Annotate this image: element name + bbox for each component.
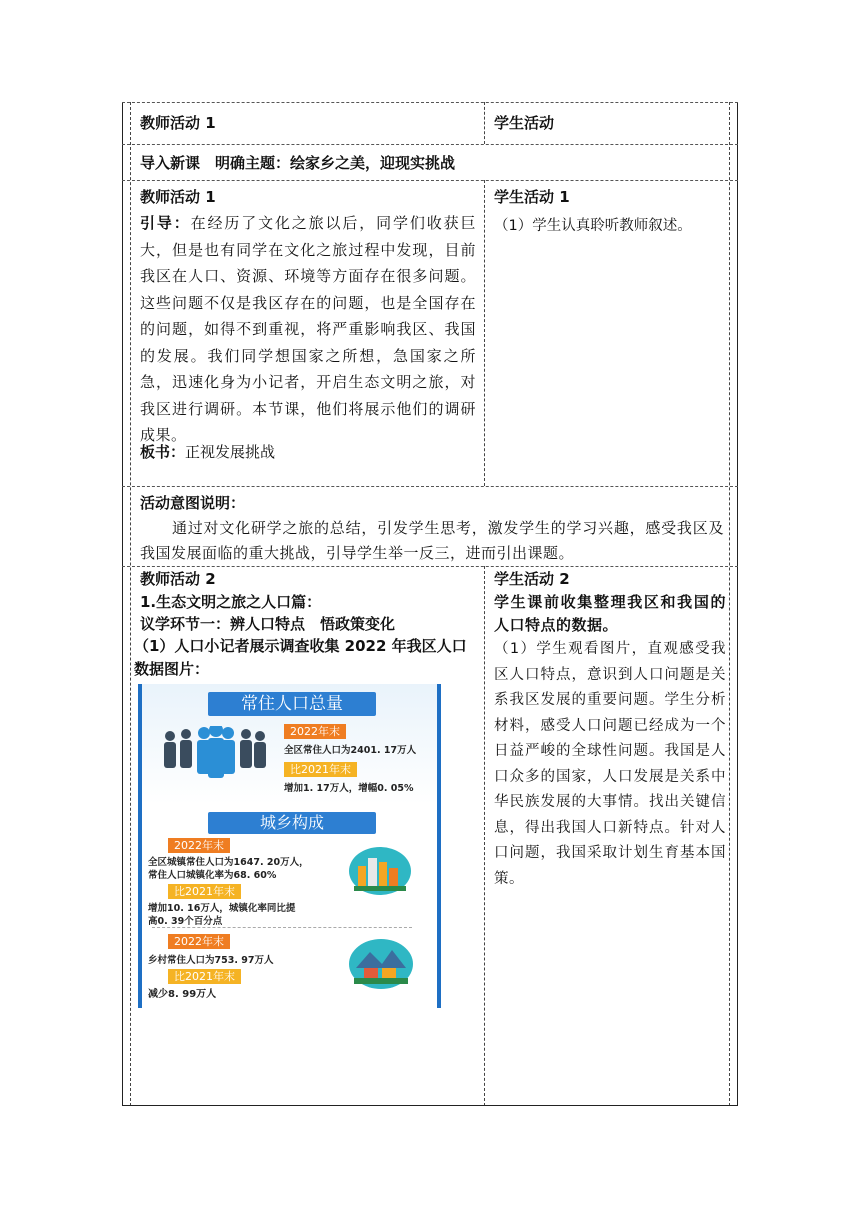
urban-line1: 全区城镇常住人口为1647. 20万人， bbox=[148, 857, 309, 868]
row-border-3 bbox=[122, 486, 738, 487]
cell-border-right bbox=[729, 102, 730, 1106]
intent-title: 活动意图说明： bbox=[140, 494, 246, 512]
rural-line: 乡村常住人口为753. 97万人 bbox=[148, 955, 274, 966]
section2-teacher-title: 教师活动 2 bbox=[140, 570, 216, 588]
table-border-right bbox=[737, 102, 738, 1106]
board-text: 正视发展挑战 bbox=[185, 443, 276, 461]
column-divider-header bbox=[484, 102, 485, 144]
section2-student-bold: 学生课前收集整理我区和我国的人口特点的数据。 bbox=[494, 593, 726, 634]
total-change-line: 增加1. 17万人，增幅0. 05% bbox=[284, 783, 414, 794]
header-student-activity: 学生活动 bbox=[494, 114, 555, 132]
section1-lead-paragraph bbox=[140, 210, 476, 449]
tag-vs2021-urban: 比2021年末 bbox=[168, 884, 241, 899]
section1-student-text: （1）学生认真聆听教师叙述。 bbox=[494, 218, 692, 234]
section2-line3: （1）人口小记者展示调查收集 2022 年我区人口数据图片： bbox=[134, 637, 467, 678]
village-icon bbox=[348, 938, 414, 990]
tag-2022-urban: 2022年末 bbox=[168, 838, 230, 853]
row-border-bottom bbox=[122, 1105, 738, 1106]
section1-student-title: 学生活动 1 bbox=[494, 188, 570, 206]
column-divider-section1 bbox=[484, 180, 485, 486]
section1-teacher-title: 教师活动 1 bbox=[140, 188, 216, 206]
row-border-1 bbox=[122, 144, 738, 145]
header-teacher-activity: 教师活动 1 bbox=[140, 114, 216, 132]
urban-change1: 增加10. 16万人，城镇化率同比提 bbox=[148, 903, 296, 914]
urban-change2: 高0. 39个百分点 bbox=[148, 916, 223, 927]
row-border-2 bbox=[122, 180, 738, 181]
row-border-4 bbox=[122, 566, 738, 567]
column-divider-section2 bbox=[484, 566, 485, 1106]
cell-border-left bbox=[130, 102, 131, 1106]
population-infographic bbox=[138, 684, 441, 1008]
tag-2022-rural: 2022年末 bbox=[168, 934, 230, 949]
lead-text: 在经历了文化之旅以后，同学们收获巨大，但是也有同学在文化之旅过程中发现，目前我区在人口、资源、环境等方面存在很多问题。这些问题不仅是我区存在的问题，也是全国存在的问题，如得不到重视，将严重影响我区、我国的发展。我们同学想国家之所想，急国家之所急，迅速化身为小记者，开启生态文明之旅，对我区进行调研。本节课，他们将展示他们的调研成果。 bbox=[140, 214, 476, 444]
people-group-icon bbox=[160, 726, 270, 788]
lead-label: 引导： bbox=[140, 214, 191, 232]
urban-line2: 常住人口城镇化率为68. 60% bbox=[148, 870, 277, 881]
board-label: 板书： bbox=[140, 443, 186, 461]
tag-2022-total: 2022年末 bbox=[284, 724, 346, 739]
section2-line2: 议学环节一：辨人口特点 悟政策变化 bbox=[140, 615, 396, 633]
total-population-line: 全区常住人口为2401. 17万人 bbox=[284, 745, 417, 756]
intro-theme: 导入新课 明确主题：绘家乡之美，迎现实挑战 bbox=[140, 154, 456, 172]
infographic-title: 常住人口总量 bbox=[208, 692, 376, 716]
city-icon bbox=[348, 846, 412, 896]
section2-student-text: （1）学生观看图片，直观感受我区人口特点，意识到人口问题是关系我区发展的重要问题。学生分析材料，感受人口问题已经成为一个日益严峻的全球性问题。我国是人口众多的国家，人口发展是关系中华民族发展的大事情。找出关键信息，得出我国人口新特点。针对人口问题，我国采取计划生育基本国策。 bbox=[494, 641, 726, 887]
rural-change: 减少8. 99万人 bbox=[148, 989, 217, 1000]
row-border-top bbox=[122, 102, 738, 103]
intent-text: 通过对文化研学之旅的总结，引发学生思考，激发学生的学习兴趣，感受我区及我国发展面临的重大挑战，引导学生举一反三，进而引出课题。 bbox=[140, 519, 724, 562]
section2-line1: 1.生态文明之旅之人口篇： bbox=[140, 593, 322, 611]
infographic-subtitle: 城乡构成 bbox=[208, 812, 376, 834]
section2-student-title: 学生活动 2 bbox=[494, 570, 570, 588]
table-border-left bbox=[122, 102, 123, 1106]
tag-vs2021-total: 比2021年末 bbox=[284, 762, 357, 777]
infographic-divider bbox=[152, 927, 412, 928]
board-note bbox=[140, 441, 275, 464]
tag-vs2021-rural: 比2021年末 bbox=[168, 969, 241, 984]
